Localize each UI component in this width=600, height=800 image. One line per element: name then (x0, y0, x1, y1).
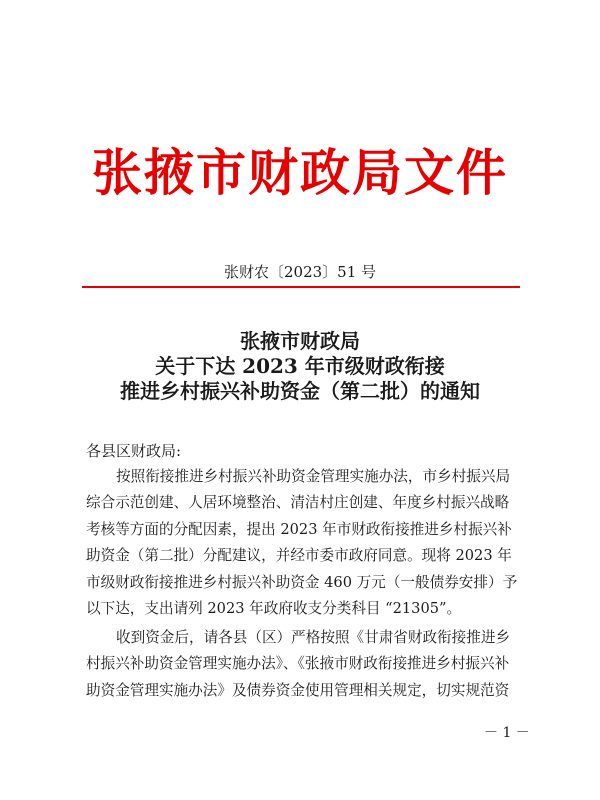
body-paragraph-1 (86, 464, 518, 622)
paragraph-line: 综合示范创建、人居环境整治、清洁村庄创建、年度乡村振兴战略 (86, 494, 510, 512)
paragraph-line: 收到资金后，请各县（区）严格按照《甘肃省财政衔接推进乡 (116, 629, 511, 646)
paragraph-line: 以下达，支出请列 2023 年政府收支分类科目 “21305”。 (86, 599, 462, 617)
notice-title (0, 329, 600, 404)
paragraph-line: 考核等方面的分配因素，提出 2023 年市财政衔接推进乡村振兴补 (86, 520, 512, 538)
paragraph-line: 村振兴补助资金管理实施办法》、《张掖市财政衔接推进乡村振兴补 (86, 655, 510, 673)
body-paragraph-2 (86, 625, 518, 704)
paragraph-line: 助资金（第二批）分配建议，并经市委市政府同意。现将 2023 年 (86, 547, 512, 565)
red-divider-line (82, 286, 520, 288)
document-header-title: 张掖市财政局文件 (92, 144, 508, 202)
paragraph-line: 助资金管理实施办法》及债券资金使用管理相关规定，切实规范资 (86, 681, 510, 699)
notice-title-line-3: 推进乡村振兴补助资金（第二批）的通知 (120, 379, 480, 403)
paragraph-line: 市级财政衔接推进乡村振兴补助资金 460 万元（一般债券安排）予 (86, 573, 518, 591)
salutation: 各县区财政局: (86, 442, 182, 460)
notice-title-line-1: 张掖市财政局 (240, 329, 360, 353)
paragraph-line: 按照衔接推进乡村振兴补助资金管理实施办法，市乡村振兴局 (116, 468, 511, 485)
page-number: － 1 － (484, 725, 530, 741)
notice-title-line-2: 关于下达 2023 年市级财政衔接 (155, 354, 445, 378)
document-number: 张财农〔2023〕51 号 (223, 263, 377, 281)
